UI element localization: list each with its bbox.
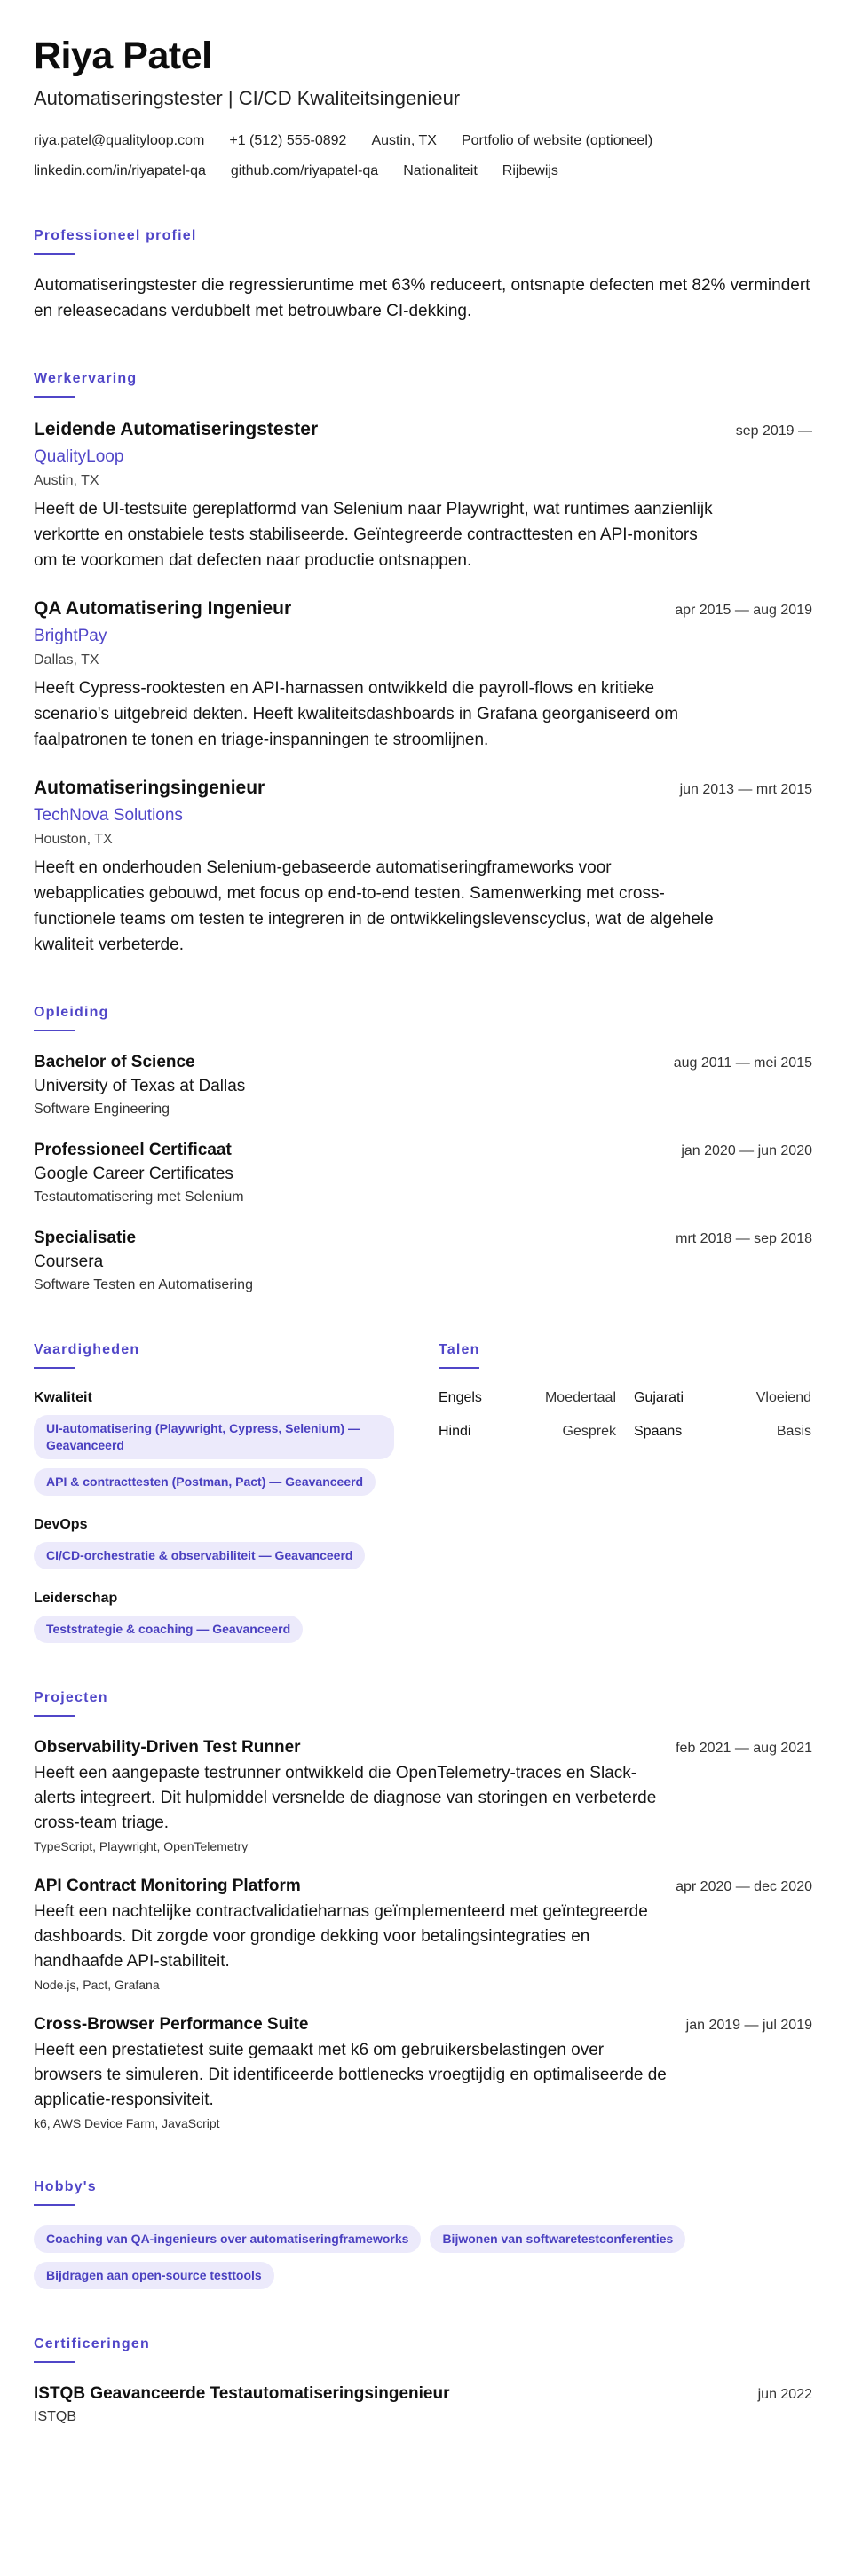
education-entry xyxy=(34,1139,812,1207)
contact-nationality: Nationaliteit xyxy=(403,163,478,178)
section-divider xyxy=(34,396,75,398)
field-of-study: Testautomatisering met Selenium xyxy=(34,1189,244,1205)
contact-location: Austin, TX xyxy=(371,133,437,148)
skill-group xyxy=(34,1589,403,1643)
section-divider xyxy=(34,1367,75,1369)
hobby-chip: Coaching van QA-ingenieurs over automatiseringframeworks xyxy=(34,2225,421,2253)
section-title: Certificeringen xyxy=(34,2336,150,2351)
job-location: Dallas, TX xyxy=(34,652,99,668)
language-level: Basis xyxy=(776,1424,811,1439)
job-location: Austin, TX xyxy=(34,473,99,488)
projects-section xyxy=(34,1689,812,2132)
contact-row-1 xyxy=(34,131,812,151)
project-tech-stack: k6, AWS Device Farm, JavaScript xyxy=(34,2116,220,2130)
section-divider xyxy=(34,2361,75,2363)
section-title: Hobby's xyxy=(34,2179,97,2194)
language-item xyxy=(439,1422,616,1442)
profile-section xyxy=(34,227,812,324)
certifications-section xyxy=(34,2335,812,2427)
project-description: Heeft een nachtelijke contractvalidatieharnas geïmplementeerd met geïntegreerde dashboards. Dit zorgde voor grondige dekking voor betalingsintegraties en handhaafde API-stabiliteit. xyxy=(34,1902,648,1971)
section-title: Talen xyxy=(439,1342,480,1357)
certification-entry xyxy=(34,2382,812,2427)
school-name: Google Career Certificates xyxy=(34,1165,233,1183)
degree: Specialisatie xyxy=(34,1229,137,1247)
project-dates: feb 2021 — aug 2021 xyxy=(676,1741,812,1756)
job-title: Leidende Automatiseringstester xyxy=(34,419,319,439)
skill-group xyxy=(34,1388,403,1496)
skill-category: Leiderschap xyxy=(34,1591,118,1606)
project-entry xyxy=(34,1875,812,1994)
skills-languages-row xyxy=(34,1341,812,1643)
contact-portfolio[interactable]: Portfolio of website (optioneel) xyxy=(461,133,653,148)
contact-email[interactable]: riya.patel@qualityloop.com xyxy=(34,133,205,148)
section-divider xyxy=(34,1715,75,1717)
language-item xyxy=(634,1388,811,1408)
candidate-headline: Automatiseringstester | CI/CD Kwaliteitsingenieur xyxy=(34,87,461,109)
education-entry xyxy=(34,1051,812,1119)
job-description: Heeft en onderhouden Selenium-gebaseerde automatiseringframeworks voor webapplicaties gebouwd, met focus op end-to-end testen. Samenwerking met cross-functionele teams om testen te integreren in de ontwikkelingslevenscyclus, wat de algehele kwaliteit verbeterde. xyxy=(34,858,714,954)
section-divider xyxy=(34,1030,75,1031)
experience-entry xyxy=(34,597,812,753)
section-divider xyxy=(439,1367,479,1369)
language-name: Gujarati xyxy=(634,1390,684,1405)
project-description: Heeft een prestatietest suite gemaakt met k6 om gebruikersbelastingen over browsers te simuleren. Dit identificeerde bottlenecks vroegtijdig en optimaliseerde de applicatie-responsiviteit. xyxy=(34,2041,667,2109)
school-name: University of Texas at Dallas xyxy=(34,1077,246,1095)
language-name: Spaans xyxy=(634,1424,683,1439)
skill-category: Kwaliteit xyxy=(34,1390,92,1405)
project-entry xyxy=(34,1736,812,1855)
job-title: Automatiseringsingenieur xyxy=(34,778,265,798)
contact-drivers-license: Rijbewijs xyxy=(502,163,558,178)
section-divider xyxy=(34,2204,75,2206)
contact-github[interactable]: github.com/riyapatel-qa xyxy=(230,163,379,178)
skill-chip: CI/CD-orchestratie & observabiliteit — Geavanceerd xyxy=(34,1542,365,1569)
job-dates: jun 2013 — mrt 2015 xyxy=(679,782,812,797)
certification-issuer: ISTQB xyxy=(34,2409,77,2424)
skill-chip: UI-automatisering (Playwright, Cypress, Selenium) — Geavanceerd xyxy=(34,1415,394,1459)
resume-header xyxy=(34,34,812,181)
language-name: Engels xyxy=(439,1390,482,1405)
contact-phone[interactable]: +1 (512) 555-0892 xyxy=(229,133,347,148)
skill-category: DevOps xyxy=(34,1517,88,1532)
hobby-chip: Bijwonen van softwaretestconferenties xyxy=(430,2225,685,2253)
project-description: Heeft een aangepaste testrunner ontwikkeld die OpenTelemetry-traces en Slack-alerts integreert. Dit hulpmiddel versnelde de diagnose van storingen en verbeterde cross-team triage. xyxy=(34,1764,657,1832)
certification-date: jun 2022 xyxy=(757,2387,812,2402)
education-entry xyxy=(34,1227,812,1295)
section-title: Professioneel profiel xyxy=(34,228,197,243)
project-dates: apr 2020 — dec 2020 xyxy=(676,1879,812,1894)
language-name: Hindi xyxy=(439,1424,471,1439)
section-title: Werkervaring xyxy=(34,371,138,386)
education-dates: aug 2011 — mei 2015 xyxy=(673,1055,812,1071)
project-entry xyxy=(34,2013,812,2132)
project-dates: jan 2019 — jul 2019 xyxy=(685,2018,812,2033)
field-of-study: Software Engineering xyxy=(34,1102,170,1117)
skill-chip: Teststrategie & coaching — Geavanceerd xyxy=(34,1616,303,1643)
language-item xyxy=(439,1388,616,1408)
company-name: BrightPay xyxy=(34,627,107,645)
job-location: Houston, TX xyxy=(34,832,113,847)
project-title: Cross-Browser Performance Suite xyxy=(34,2015,309,2034)
project-tech-stack: TypeScript, Playwright, OpenTelemetry xyxy=(34,1839,249,1853)
education-dates: mrt 2018 — sep 2018 xyxy=(676,1231,812,1246)
language-level: Moedertaal xyxy=(544,1390,616,1405)
job-title: QA Automatisering Ingenieur xyxy=(34,598,292,619)
skills-section xyxy=(34,1341,403,1643)
skill-group xyxy=(34,1515,403,1569)
certification-name: ISTQB Geavanceerde Testautomatiseringsingenieur xyxy=(34,2384,450,2403)
contact-row-2 xyxy=(34,162,812,181)
degree: Professioneel Certificaat xyxy=(34,1141,232,1159)
section-title: Opleiding xyxy=(34,1005,109,1020)
project-title: API Contract Monitoring Platform xyxy=(34,1877,301,1895)
company-name: TechNova Solutions xyxy=(34,806,183,825)
language-level: Gesprek xyxy=(562,1424,616,1439)
languages-section xyxy=(439,1341,811,1643)
hobby-chip: Bijdragen aan open-source testtools xyxy=(34,2262,274,2289)
section-title: Projecten xyxy=(34,1690,108,1705)
education-dates: jan 2020 — jun 2020 xyxy=(681,1143,812,1158)
hobbies-section xyxy=(34,2178,812,2289)
candidate-name: Riya Patel xyxy=(34,35,212,77)
job-description: Heeft de UI-testsuite gereplatformd van Selenium naar Playwright, wat runtimes aanzienlijk verkortte en onstabiele tests stabiliseerde. Geïntegreerde contracttesten en API-monitors om te voorkomen dat defecten naar productie ontsnappen. xyxy=(34,500,713,570)
experience-entry xyxy=(34,776,812,958)
job-dates: sep 2019 — xyxy=(735,423,812,439)
section-divider xyxy=(34,253,75,255)
project-tech-stack: Node.js, Pact, Grafana xyxy=(34,1978,160,1992)
profile-summary: Automatiseringstester die regressieruntime met 63% reduceert, ontsnapte defecten met 82% vermindert en releasecadans verdubbelt met betrouwbare CI-dekking. xyxy=(34,276,810,320)
education-section xyxy=(34,1004,812,1295)
degree: Bachelor of Science xyxy=(34,1053,195,1071)
section-title: Vaardigheden xyxy=(34,1342,140,1357)
experience-entry xyxy=(34,417,812,573)
job-dates: apr 2015 — aug 2019 xyxy=(675,603,812,618)
job-description: Heeft Cypress-rooktesten en API-harnassen ontwikkeld die payroll-flows en kritieke scenario's uitgebreid dekten. Heeft kwaliteitsdashboards in Grafana georganiseerd om faalpatronen te tonen en triage-inspanningen te stroomlijnen. xyxy=(34,679,679,749)
skill-chip: API & contracttesten (Postman, Pact) — Geavanceerd xyxy=(34,1468,376,1496)
school-name: Coursera xyxy=(34,1252,104,1271)
language-item xyxy=(634,1422,811,1442)
contact-linkedin[interactable]: linkedin.com/in/riyapatel-qa xyxy=(34,163,206,178)
field-of-study: Software Testen en Automatisering xyxy=(34,1277,253,1292)
experience-section xyxy=(34,370,812,958)
project-title: Observability-Driven Test Runner xyxy=(34,1738,301,1757)
language-level: Vloeiend xyxy=(755,1390,811,1405)
company-name: QualityLoop xyxy=(34,447,124,466)
